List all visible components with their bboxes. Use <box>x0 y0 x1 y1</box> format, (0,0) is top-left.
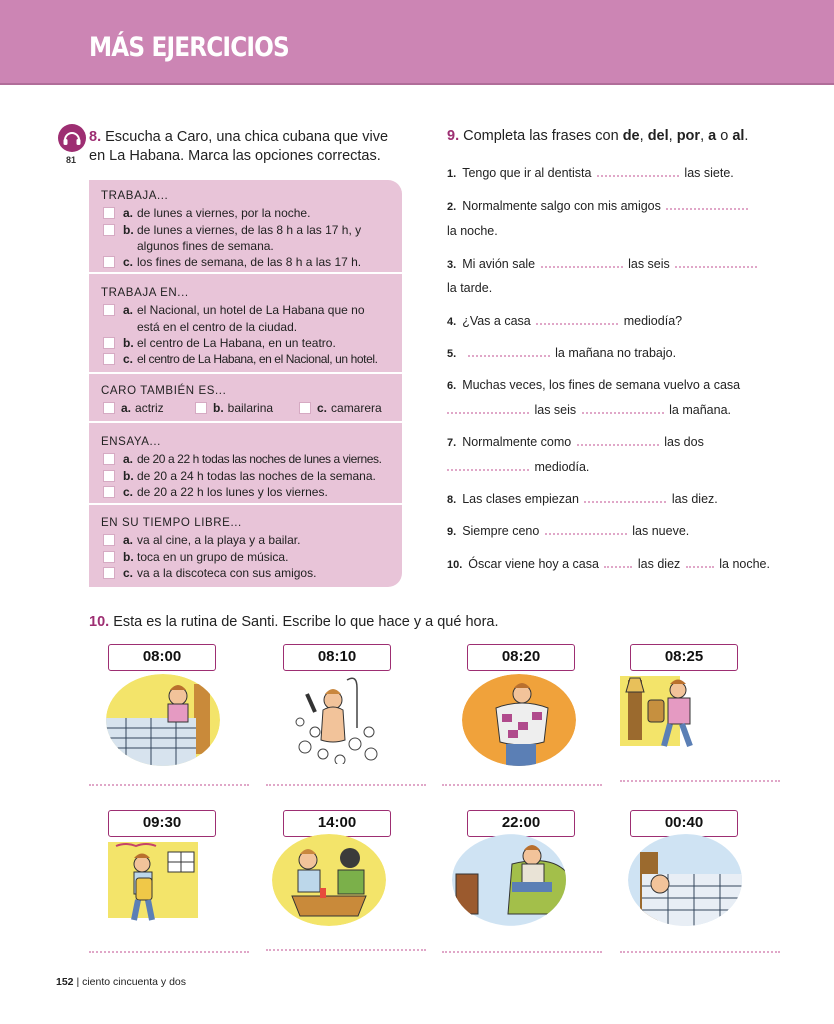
option-checkbox[interactable] <box>103 534 115 546</box>
exercise-8-instructions <box>89 128 409 166</box>
option-checkbox[interactable] <box>103 256 115 268</box>
panel-divider <box>89 372 402 374</box>
option-text: va a la discoteca con sus amigos. <box>137 565 317 580</box>
option-row <box>101 222 361 238</box>
option-text: de 20 a 22 h los lunes y los viernes. <box>137 484 328 499</box>
panel-divider <box>89 421 402 423</box>
exercise-8-text-line2: en La Habana. Marca las opciones correctas. <box>89 148 381 164</box>
option-checkbox[interactable] <box>103 567 115 579</box>
illustration-arriving <box>108 838 222 930</box>
time-label: 22:00 <box>467 810 575 837</box>
time-label: 09:30 <box>108 810 216 837</box>
sentence-number: 4. <box>447 316 457 328</box>
sentence-text: Normalmente como <box>462 435 572 449</box>
option-text: el centro de La Habana, en el Nacional, un hotel. <box>137 352 378 367</box>
sentence-text: las nueve. <box>632 524 690 538</box>
answer-line[interactable] <box>89 951 249 953</box>
option-block-caro-tambien-es <box>101 383 382 417</box>
answer-blank[interactable] <box>584 493 666 503</box>
word-por: por <box>676 128 701 144</box>
option-continuation: algunos fines de semana. <box>137 238 274 253</box>
sentence-number: 9. <box>447 526 457 538</box>
sentence-number: 3. <box>447 259 457 271</box>
sentence-5 <box>447 346 676 360</box>
sentence-text: Mi avión sale <box>462 257 536 271</box>
answer-line[interactable] <box>266 784 426 786</box>
option-letter: c. <box>123 565 134 580</box>
answer-line[interactable] <box>620 951 780 953</box>
option-checkbox[interactable] <box>103 207 115 219</box>
option-checkbox[interactable] <box>195 402 207 414</box>
answer-blank[interactable] <box>545 525 627 535</box>
answer-blank[interactable] <box>666 200 748 210</box>
answer-blank[interactable] <box>577 436 659 446</box>
option-text: de lunes a viernes, por la noche. <box>137 206 311 221</box>
sentence-number: 6. <box>447 380 457 392</box>
option-letter: b. <box>123 549 134 564</box>
option-letter: c. <box>123 255 134 270</box>
illustration-getting-dressed <box>462 674 576 766</box>
option-text: bailarina <box>227 401 274 416</box>
sentence-2 <box>447 199 750 213</box>
sentence-text: la tarde. <box>447 281 493 295</box>
exercise-10-instructions <box>89 614 499 630</box>
option-checkbox[interactable] <box>103 486 115 498</box>
option-text: de 20 a 22 h todas las noches de lunes a viernes. <box>137 452 382 467</box>
page-number-words: | ciento cincuenta y dos <box>76 976 186 988</box>
answer-blank[interactable] <box>582 404 664 414</box>
option-text: actriz <box>135 401 164 416</box>
sentence-text: la mañana no trabajo. <box>555 346 677 360</box>
word-del: del <box>647 128 669 144</box>
answer-line[interactable] <box>620 780 780 782</box>
sentence-number: 10. <box>447 559 463 571</box>
answer-blank[interactable] <box>536 315 618 325</box>
inline-options <box>101 400 382 416</box>
exercise-8-number: 8. <box>89 129 102 145</box>
page-number: 152 <box>56 976 74 988</box>
sentence-text: la mañana. <box>669 403 731 417</box>
time-label: 08:10 <box>283 644 391 671</box>
option-row <box>101 484 382 500</box>
answer-blank[interactable] <box>447 461 529 471</box>
sentence-4 <box>447 314 682 328</box>
option-text: los fines de semana, de las 8 h a las 17 h. <box>137 255 362 270</box>
word-al: al <box>732 128 745 144</box>
sentence-7 <box>447 435 704 449</box>
sentence-text: Siempre ceno <box>462 524 540 538</box>
answer-blank[interactable] <box>604 558 632 568</box>
time-label: 08:00 <box>108 644 216 671</box>
headphones-icon[interactable] <box>58 124 86 152</box>
option-letter: c. <box>123 352 134 367</box>
option-checkbox[interactable] <box>103 453 115 465</box>
illustration-leaving-home <box>620 672 734 764</box>
sentence-text: la noche. <box>719 557 770 571</box>
exercise-8-text-line1: Escucha a Caro, una chica cubana que vive <box>105 129 389 145</box>
sentence-text: las seis <box>628 257 670 271</box>
sentence-6-cont <box>447 403 731 417</box>
illustration-waking-up <box>106 674 220 766</box>
word-a: a <box>708 128 717 144</box>
option-block-ensaya <box>101 434 382 500</box>
option-text: camarera <box>331 401 382 416</box>
exercise-10-title: Esta es la rutina de Santi. Escribe lo que hace y a qué hora. <box>113 614 499 630</box>
option-checkbox[interactable] <box>103 353 115 365</box>
page-title: MÁS EJERCICIOS <box>89 32 289 63</box>
option-row <box>101 565 316 581</box>
block-title: EN SU TIEMPO LIBRE... <box>101 517 242 529</box>
option-text: el Nacional, un hotel de La Habana que no <box>137 303 365 318</box>
answer-blank[interactable] <box>447 404 529 414</box>
sentence-text: ¿Vas a casa <box>462 314 531 328</box>
option-row <box>193 400 297 416</box>
panel-divider <box>89 503 402 505</box>
block-title: ENSAYA... <box>101 436 161 448</box>
option-checkbox[interactable] <box>103 470 115 482</box>
answer-blank[interactable] <box>468 347 550 357</box>
option-letter: a. <box>123 533 134 548</box>
option-row <box>297 400 382 416</box>
sentence-number: 1. <box>447 168 457 180</box>
illustration-shower <box>285 672 399 764</box>
sentence-text: las diez <box>637 557 681 571</box>
exercise-9-title: Completa las frases con <box>463 128 623 144</box>
option-checkbox[interactable] <box>103 337 115 349</box>
sentence-3 <box>447 257 759 271</box>
block-title: TRABAJA... <box>101 190 169 202</box>
time-label: 08:20 <box>467 644 575 671</box>
sentence-text: Muchas veces, los fines de semana vuelvo a casa <box>462 378 741 392</box>
option-continuation: está en el centro de la ciudad. <box>137 319 298 334</box>
answer-blank[interactable] <box>675 258 757 268</box>
option-row <box>101 302 378 318</box>
option-block-trabaja-en <box>101 285 378 367</box>
time-label: 00:40 <box>630 810 738 837</box>
exercise-9-number: 9. <box>447 128 460 144</box>
option-letter: b. <box>123 468 134 483</box>
option-text: toca en un grupo de música. <box>137 549 289 564</box>
option-letter: b. <box>123 335 134 350</box>
sentence-text: las seis <box>534 403 577 417</box>
option-text: de lunes a viernes, de las 8 h a las 17 h, y <box>137 222 362 237</box>
answer-line[interactable] <box>89 784 249 786</box>
option-row <box>101 254 361 270</box>
answer-blank[interactable] <box>686 558 714 568</box>
answer-line[interactable] <box>442 951 602 953</box>
option-text: va al cine, a la playa y a bailar. <box>137 533 301 548</box>
option-row <box>101 549 316 565</box>
option-block-trabaja <box>101 188 361 270</box>
sentence-number: 8. <box>447 494 457 506</box>
sentence-3-cont <box>447 281 492 295</box>
option-letter: c. <box>123 484 134 499</box>
answer-blank[interactable] <box>597 167 679 177</box>
panel-divider <box>89 272 402 274</box>
option-row <box>101 400 193 416</box>
sentence-text: las siete. <box>684 166 734 180</box>
sentence-text: mediodía? <box>623 314 683 328</box>
block-title: CARO TAMBIÉN ES... <box>101 385 227 397</box>
answer-line[interactable] <box>266 949 426 951</box>
time-label: 08:25 <box>630 644 738 671</box>
option-letter: a. <box>123 206 134 221</box>
page-footer <box>56 976 186 988</box>
exercise-10-number: 10. <box>89 614 110 630</box>
sentence-text: las diez. <box>671 492 718 506</box>
sentence-1 <box>447 166 734 180</box>
sentence-number: 7. <box>447 437 457 449</box>
option-row <box>101 335 378 351</box>
block-title: TRABAJA EN... <box>101 287 189 299</box>
option-row <box>101 451 382 467</box>
sentence-2-cont <box>447 224 498 238</box>
option-row <box>101 468 382 484</box>
option-block-tiempo-libre <box>101 515 316 581</box>
time-label: 14:00 <box>283 810 391 837</box>
option-letter: c. <box>317 401 328 416</box>
illustration-evening-tv <box>452 834 566 926</box>
sentence-text: Tengo que ir al dentista <box>462 166 592 180</box>
sentence-number: 5. <box>447 348 457 360</box>
option-letter: b. <box>213 401 224 416</box>
option-checkbox[interactable] <box>299 402 311 414</box>
option-checkbox[interactable] <box>103 551 115 563</box>
option-letter: a. <box>123 303 134 318</box>
exercise-9-instructions: 9. Completa las frases con de, del, por, a o al. <box>447 128 749 144</box>
answer-blank[interactable] <box>541 258 623 268</box>
answer-line[interactable] <box>442 784 602 786</box>
sentence-10 <box>447 557 770 571</box>
sentence-8 <box>447 492 718 506</box>
word-de: de <box>622 128 640 144</box>
option-row <box>101 351 378 367</box>
sentence-6 <box>447 378 740 392</box>
option-letter: a. <box>121 401 132 416</box>
audio-track-number: 81 <box>66 155 77 165</box>
option-row <box>101 532 316 548</box>
sentence-text: las dos <box>664 435 704 449</box>
illustration-lunch <box>272 834 386 926</box>
option-row <box>101 205 361 221</box>
sentence-7-cont <box>447 460 589 474</box>
sentence-text: Las clases empiezan <box>462 492 579 506</box>
option-checkbox[interactable] <box>103 224 115 236</box>
sentence-text: Normalmente salgo con mis amigos <box>462 199 661 213</box>
sentence-number: 2. <box>447 201 457 213</box>
option-letter: a. <box>123 452 134 467</box>
sentence-text: la noche. <box>447 224 498 238</box>
option-letter: b. <box>123 222 134 237</box>
option-checkbox[interactable] <box>103 304 115 316</box>
sentence-9 <box>447 524 689 538</box>
sentence-text: Óscar viene hoy a casa <box>468 557 599 571</box>
option-text: el centro de La Habana, en un teatro. <box>137 335 336 350</box>
option-checkbox[interactable] <box>103 402 115 414</box>
sentence-text: mediodía. <box>534 460 590 474</box>
illustration-sleeping <box>628 834 742 926</box>
option-text: de 20 a 24 h todas las noches de la semana. <box>137 468 376 483</box>
page-header <box>0 0 834 85</box>
